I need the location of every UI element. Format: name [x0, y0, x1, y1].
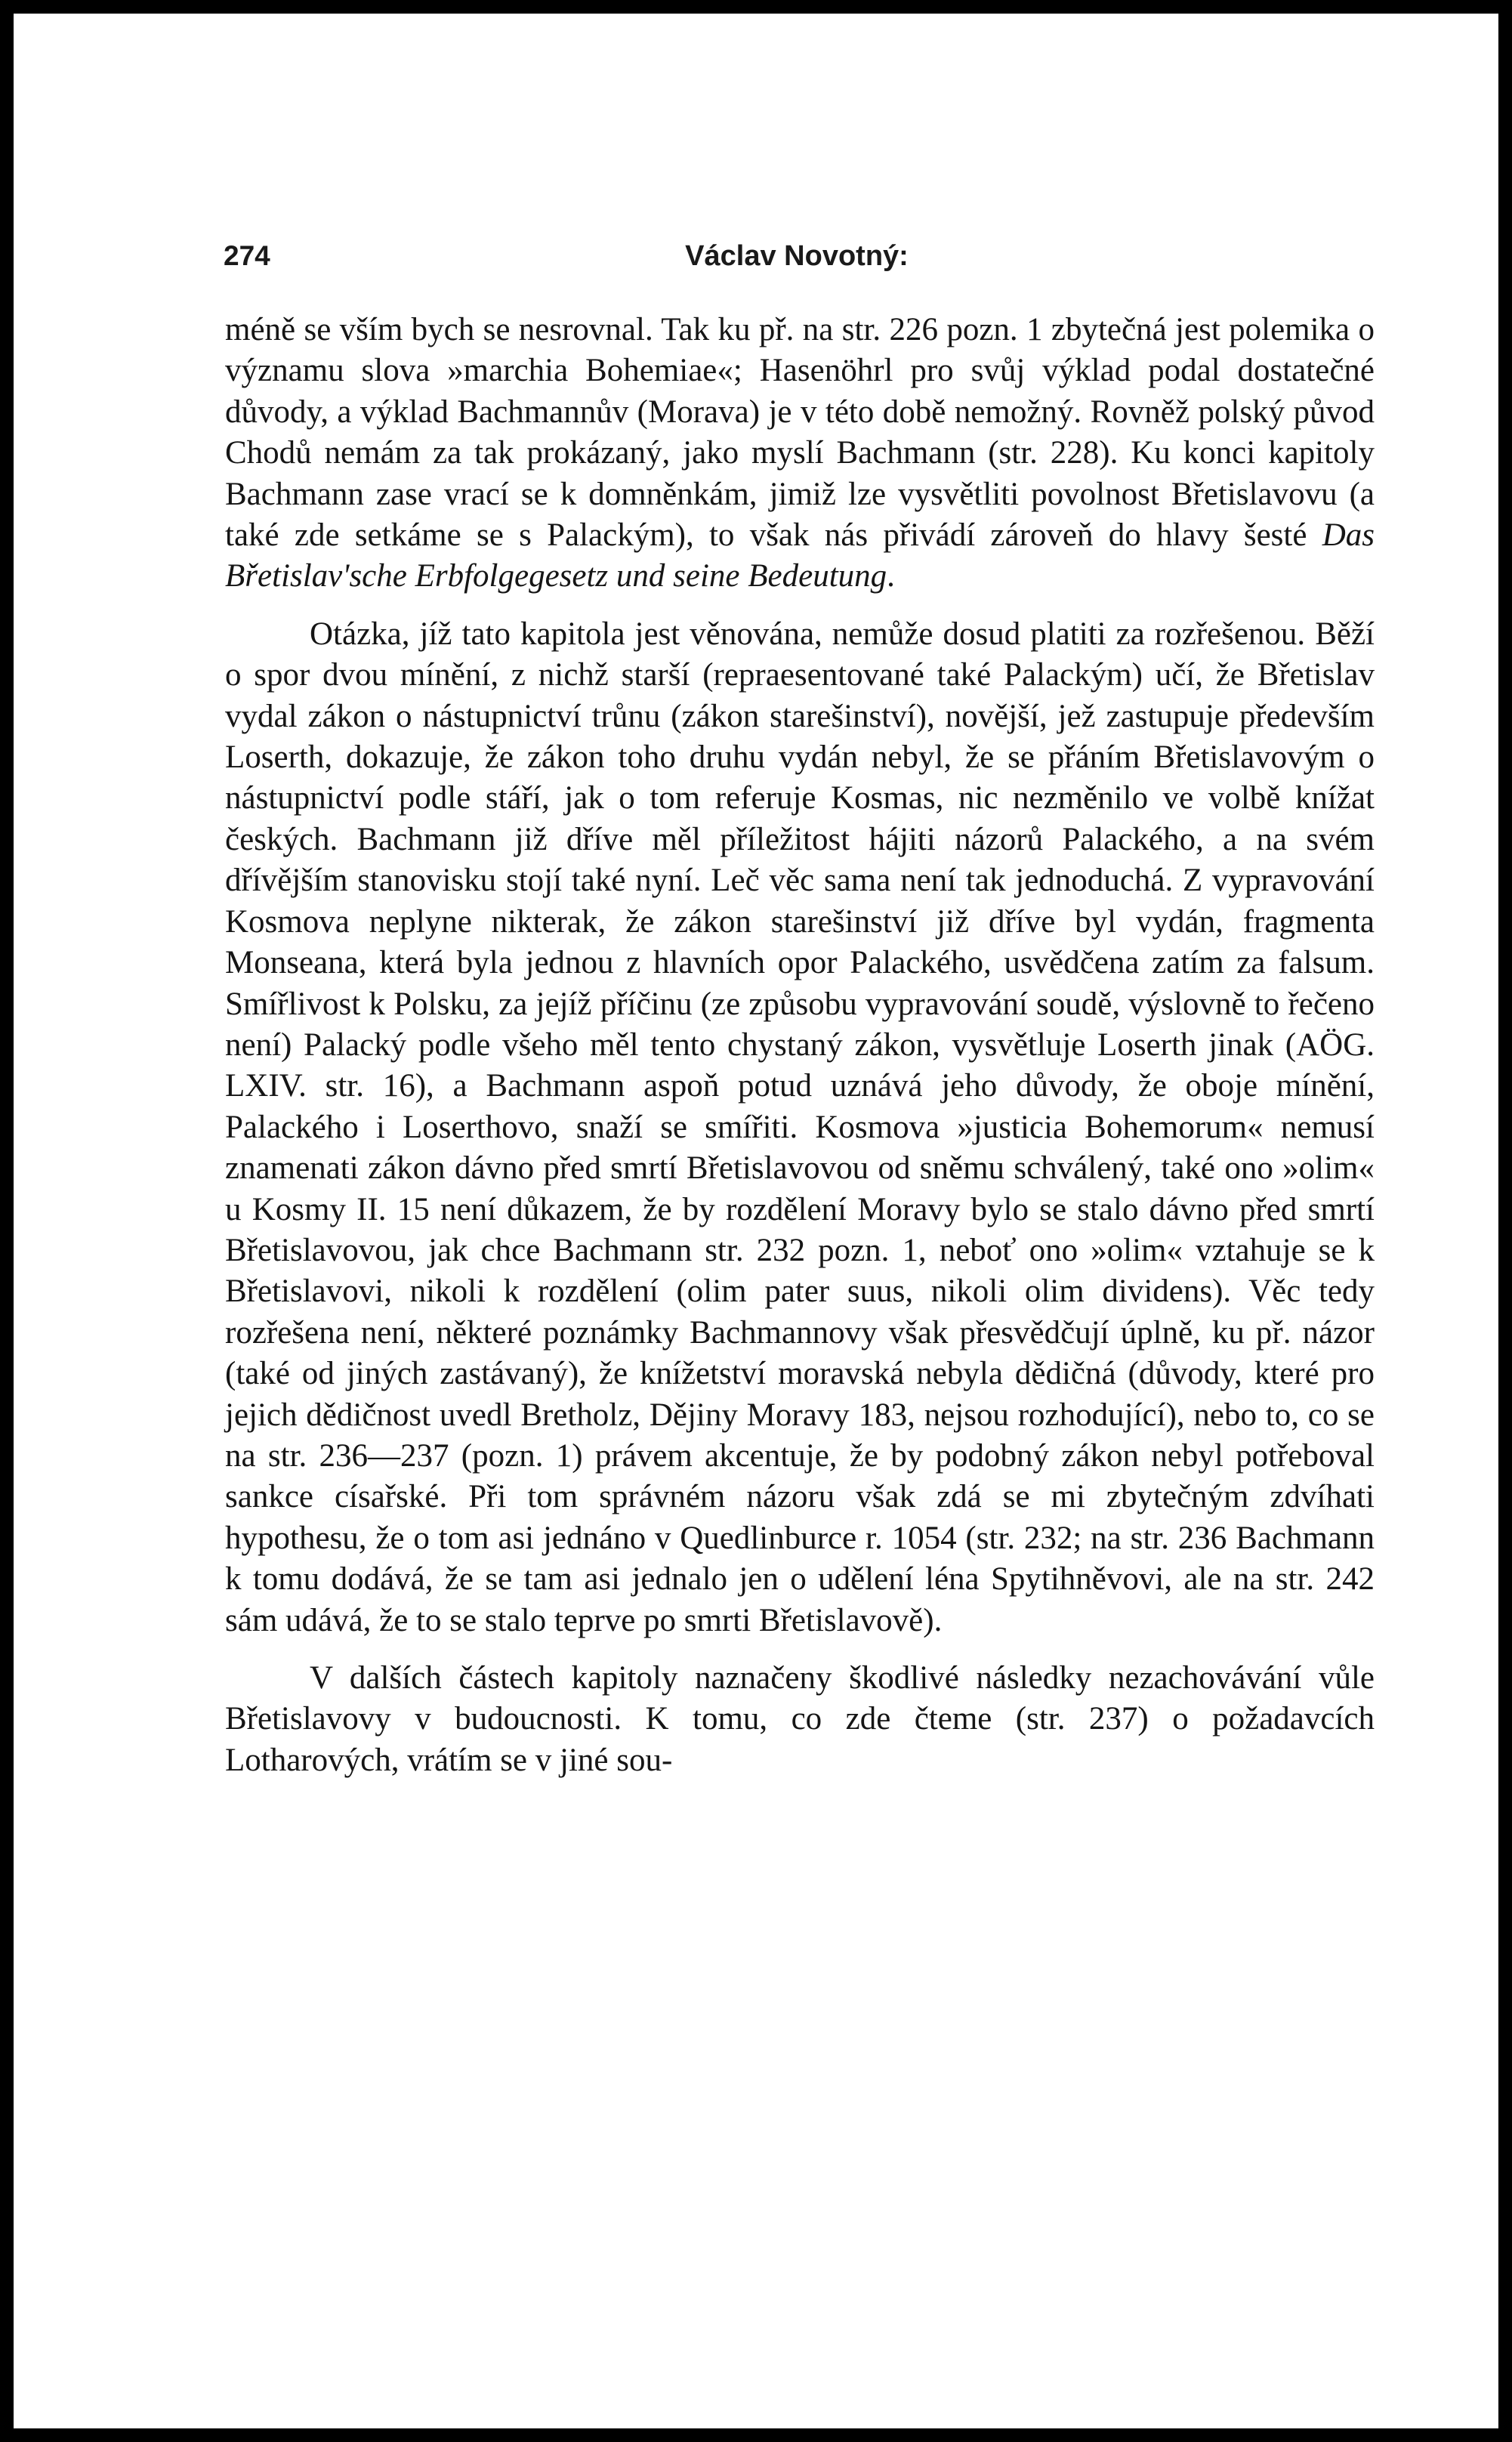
body-text	[225, 310, 1375, 1781]
paragraph-2: Otázka, jíž tato kapitola jest věnována, nemůže dosud platiti za rozřešenou. Běží o spor dvou mínění, z nichž starší (repraesentované také Palackým) učí, že Břetislav vydal zákon o nástupnictví trůnu (zákon starešinství), novější, jež zastupuje především Loserth, dokazuje, že zákon toho druhu vydán nebyl, že se přáním Břetislavovým o nástupnictví podle stáří, jak o tom referuje Kosmas, nic nezměnilo ve volbě knížat českých. Bachmann již dříve měl příležitost hájiti názorů Palackého, a na svém dřívějším stanovisku stojí také nyní. Leč věc sama není tak jednoduchá. Z vypravování Kosmova neplyne nikterak, že zákon starešinství již dříve byl vydán, fragmenta Monseana, která byla jednou z hlavních opor Palackého, usvědčena zatím za falsum. Smířlivost k Polsku, za jejíž příčinu (ze způsobu vypravování soudě, výslovně to řečeno není) Palacký podle všeho měl tento chystaný zákon, vysvětluje Loserth jinak (AÖG. LXIV. str. 16), a Bachmann aspoň potud uznává jeho důvody, že oboje mínění, Palackého i Loserthovo, snaží se smířiti. Kosmova »justicia Bohemorum« nemusí znamenati zákon dávno před smrtí Břetislavovou od sněmu schválený, také ono »olim« u Kosmy II. 15 není důkazem, že by rozdělení Moravy bylo se stalo dávno před smrtí Břetislavovou, jak chce Bachmann str. 232 pozn. 1, neboť ono »olim« vztahuje se k Břetislavovi, nikoli k rozdělení (olim pater suus, nikoli olim dividens). Věc tedy rozřešena není, některé poznámky Bachmannovy však přesvědčují úplně, ku př. názor (také od jiných zastávaný), že knížetství moravská nebyla dědičná (důvody, které pro jejich dědičnost uvedl Bretholz, Dějiny Moravy 183, nejsou rozhodující), nebo to, co se na str. 236—237 (pozn. 1) právem akcentuje, že by podobný zákon nebyl potřeboval sankce císařské. Při tom správném názoru však zdá se mi zbytečným zdvíhati hypothesu, že o tom asi jednáno v Quedlinburce r. 1054 (str. 232; na str. 236 Bachmann k tomu dodává, že se tam asi jednalo jen o udělení léna Spytihněvovi, ale na str. 242 sám udává, že to se stalo teprve po smrti Břetislavově).	[225, 616, 1375, 1638]
page-number: 274	[224, 240, 270, 271]
chapter-title-italic: Das Břetislav'sche Erbfolgegesetz und seine Bedeutung	[225, 517, 1375, 594]
running-head: Václav Novotný:	[685, 240, 909, 272]
page-header	[224, 240, 1370, 286]
paragraph-3: V dalších částech kapitoly naznačeny škodlivé následky nezachovávání vůle Břetislavovy v budoucnosti. K tomu, co zde čteme (str. 237) o požadavcích Lotharových, vrátím se v jiné sou-	[225, 1660, 1375, 1778]
book-page	[14, 14, 1498, 2428]
paragraph-1	[225, 310, 1375, 597]
paragraph-1-text: méně se vším bych se nesrovnal. Tak ku př. na str. 226 pozn. 1 zbytečná jest polemika o významu slova »marchia Bohemiae«; Hasenöhrl pro svůj výklad podal dostatečné důvody, a výklad Bachmannův (Morava) je v této době nemožný. Rovněž polský původ Chodů nemám za tak prokázaný, jako myslí Bachmann (str. 228). Ku konci kapitoly Bachmann zase vrací se k domněnkám, jimiž lze vysvětliti povolnost Břetislavovu (a také zde setkáme se s Palackým), to však nás přivádí zároveň do hlavy šesté	[225, 312, 1375, 554]
paragraph-1-end: .	[887, 558, 895, 594]
